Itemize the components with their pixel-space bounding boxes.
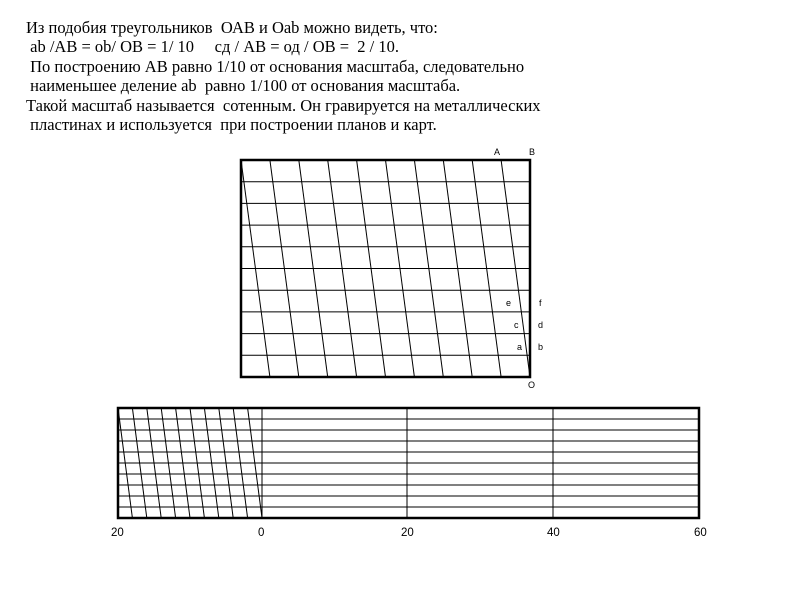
lower-horizontal-lines bbox=[118, 419, 699, 507]
tick-label-60: 60 bbox=[694, 527, 707, 539]
label-c: c bbox=[514, 320, 519, 330]
label-e: e bbox=[506, 298, 512, 308]
text-line: Такой масштаб называется сотенным. Он гравируется на металлических bbox=[26, 95, 541, 115]
tick-label-20-left: 20 bbox=[111, 527, 124, 539]
tick-label-0: 0 bbox=[258, 527, 265, 539]
label-f: f bbox=[539, 298, 542, 308]
tick-label-20: 20 bbox=[401, 527, 414, 539]
lower-scale-diagram bbox=[111, 408, 707, 539]
label-B: B bbox=[529, 147, 536, 157]
text-line: аb /АВ = оb/ ОВ = 1/ 10 сд / АВ = од / ОВ = 2 / 10. bbox=[26, 37, 399, 57]
tick-label-40: 40 bbox=[547, 527, 560, 539]
upper-grid-diagram bbox=[241, 147, 543, 390]
label-b: b bbox=[538, 342, 544, 352]
label-d: d bbox=[538, 320, 544, 330]
text-line: наименьшее деление аb равно 1/100 от основания масштаба. bbox=[26, 76, 461, 96]
text-line: пластинах и используется при построении планов и карт. bbox=[26, 115, 437, 135]
label-O: O bbox=[528, 380, 536, 390]
text-line: Из подобия треугольников ОАВ и Оаb можно видеть, что: bbox=[26, 18, 438, 37]
label-a: a bbox=[517, 342, 523, 352]
text-line: По построению АВ равно 1/10 от основания масштаба, следовательно bbox=[26, 56, 525, 76]
label-A: A bbox=[494, 147, 501, 157]
